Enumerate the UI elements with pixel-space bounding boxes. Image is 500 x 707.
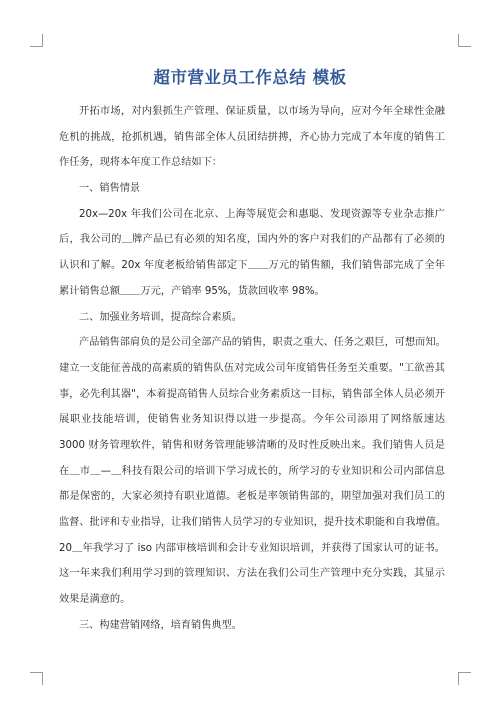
body-text-line: 这一年来我们利用学习到的管理知识、方法在我们公司生产管理中充分实践，其显示	[59, 568, 445, 580]
body-text-line: 开拓市场，对内狠抓生产管理、保证质量，以市场为导向，应对今年全球性金融	[79, 106, 445, 117]
body-text-line: 20x—20x 年我们公司在北京、上海等展览会和惠聪、发现资源等专业杂志推广	[79, 208, 445, 220]
crop-mark-bottom-left	[30, 672, 43, 685]
crop-mark-top-left	[30, 34, 43, 47]
document-body	[59, 99, 445, 638]
body-text-line: 都是保密的，大家必须持有职业道德。老板是率领销售部的，期望加强对我们员工的	[59, 491, 445, 503]
body-text-line: 一、销售情景	[79, 183, 141, 195]
body-text-line: 后，我公司的＿牌产品已有必须的知名度，国内外的客户对我们的产品都有了必须的	[59, 234, 445, 246]
body-text-line: 效果是满意的。	[59, 594, 131, 606]
crop-mark-top-right	[458, 34, 471, 47]
body-text-line: 监督、批评和专业指导，让我们销售人员学习的专业知识，提升技术职能和自我增值。	[59, 517, 447, 528]
body-text-line: 二、加强业务培训，提高综合素质。	[79, 311, 242, 323]
body-text-line: 累计销售总额＿＿万元，产销率 95%，货款回收率 98%。	[59, 285, 325, 297]
body-text-line: 建立一支能征善战的高素质的销售队伍对完成公司年度销售任务至关重要。"工欲善其	[59, 362, 445, 374]
body-text-line: 产品销售部肩负的是公司全部产品的销售，职责之重大、任务之艰巨，可想而知。	[79, 337, 446, 349]
body-text-line: 展职业技能培训，使销售业务知识得以进一步提高。今年公司添用了网络版速达	[59, 414, 445, 426]
crop-mark-bottom-right	[458, 672, 471, 685]
body-text-line: 三、构建营销网络，培育销售典型。	[79, 619, 242, 631]
body-text-line: 20＿年我学习了 iso 内部审核培训和会计专业知识培训，并获得了国家认可的证书。	[59, 542, 445, 554]
body-text-line: 危机的挑战，抢抓机遇，销售部全体人员团结拼搏，齐心协力完成了本年度的销售工	[59, 131, 445, 143]
body-text-line: 认识和了解。20x 年度老板给销售部定下＿＿万元的销售额，我们销售部完成了全年	[59, 260, 445, 272]
body-text-line: 在＿市＿—＿科技有限公司的培训下学习成长的，所学习的专业知识和公司内部信息	[59, 465, 445, 477]
body-text-line: 3000 财务管理软件，销售和财务管理能够清晰的及时性反映出来。我们销售人员是	[59, 439, 445, 451]
body-text-line: 事，必先利其器"，本着提高销售人员综合业务素质这一目标，销售部全体人员必须开	[59, 388, 445, 400]
body-text-line: 作任务，现将本年度工作总结如下：	[59, 157, 222, 169]
document-title: 超市营业员工作总结 模板	[153, 68, 347, 87]
